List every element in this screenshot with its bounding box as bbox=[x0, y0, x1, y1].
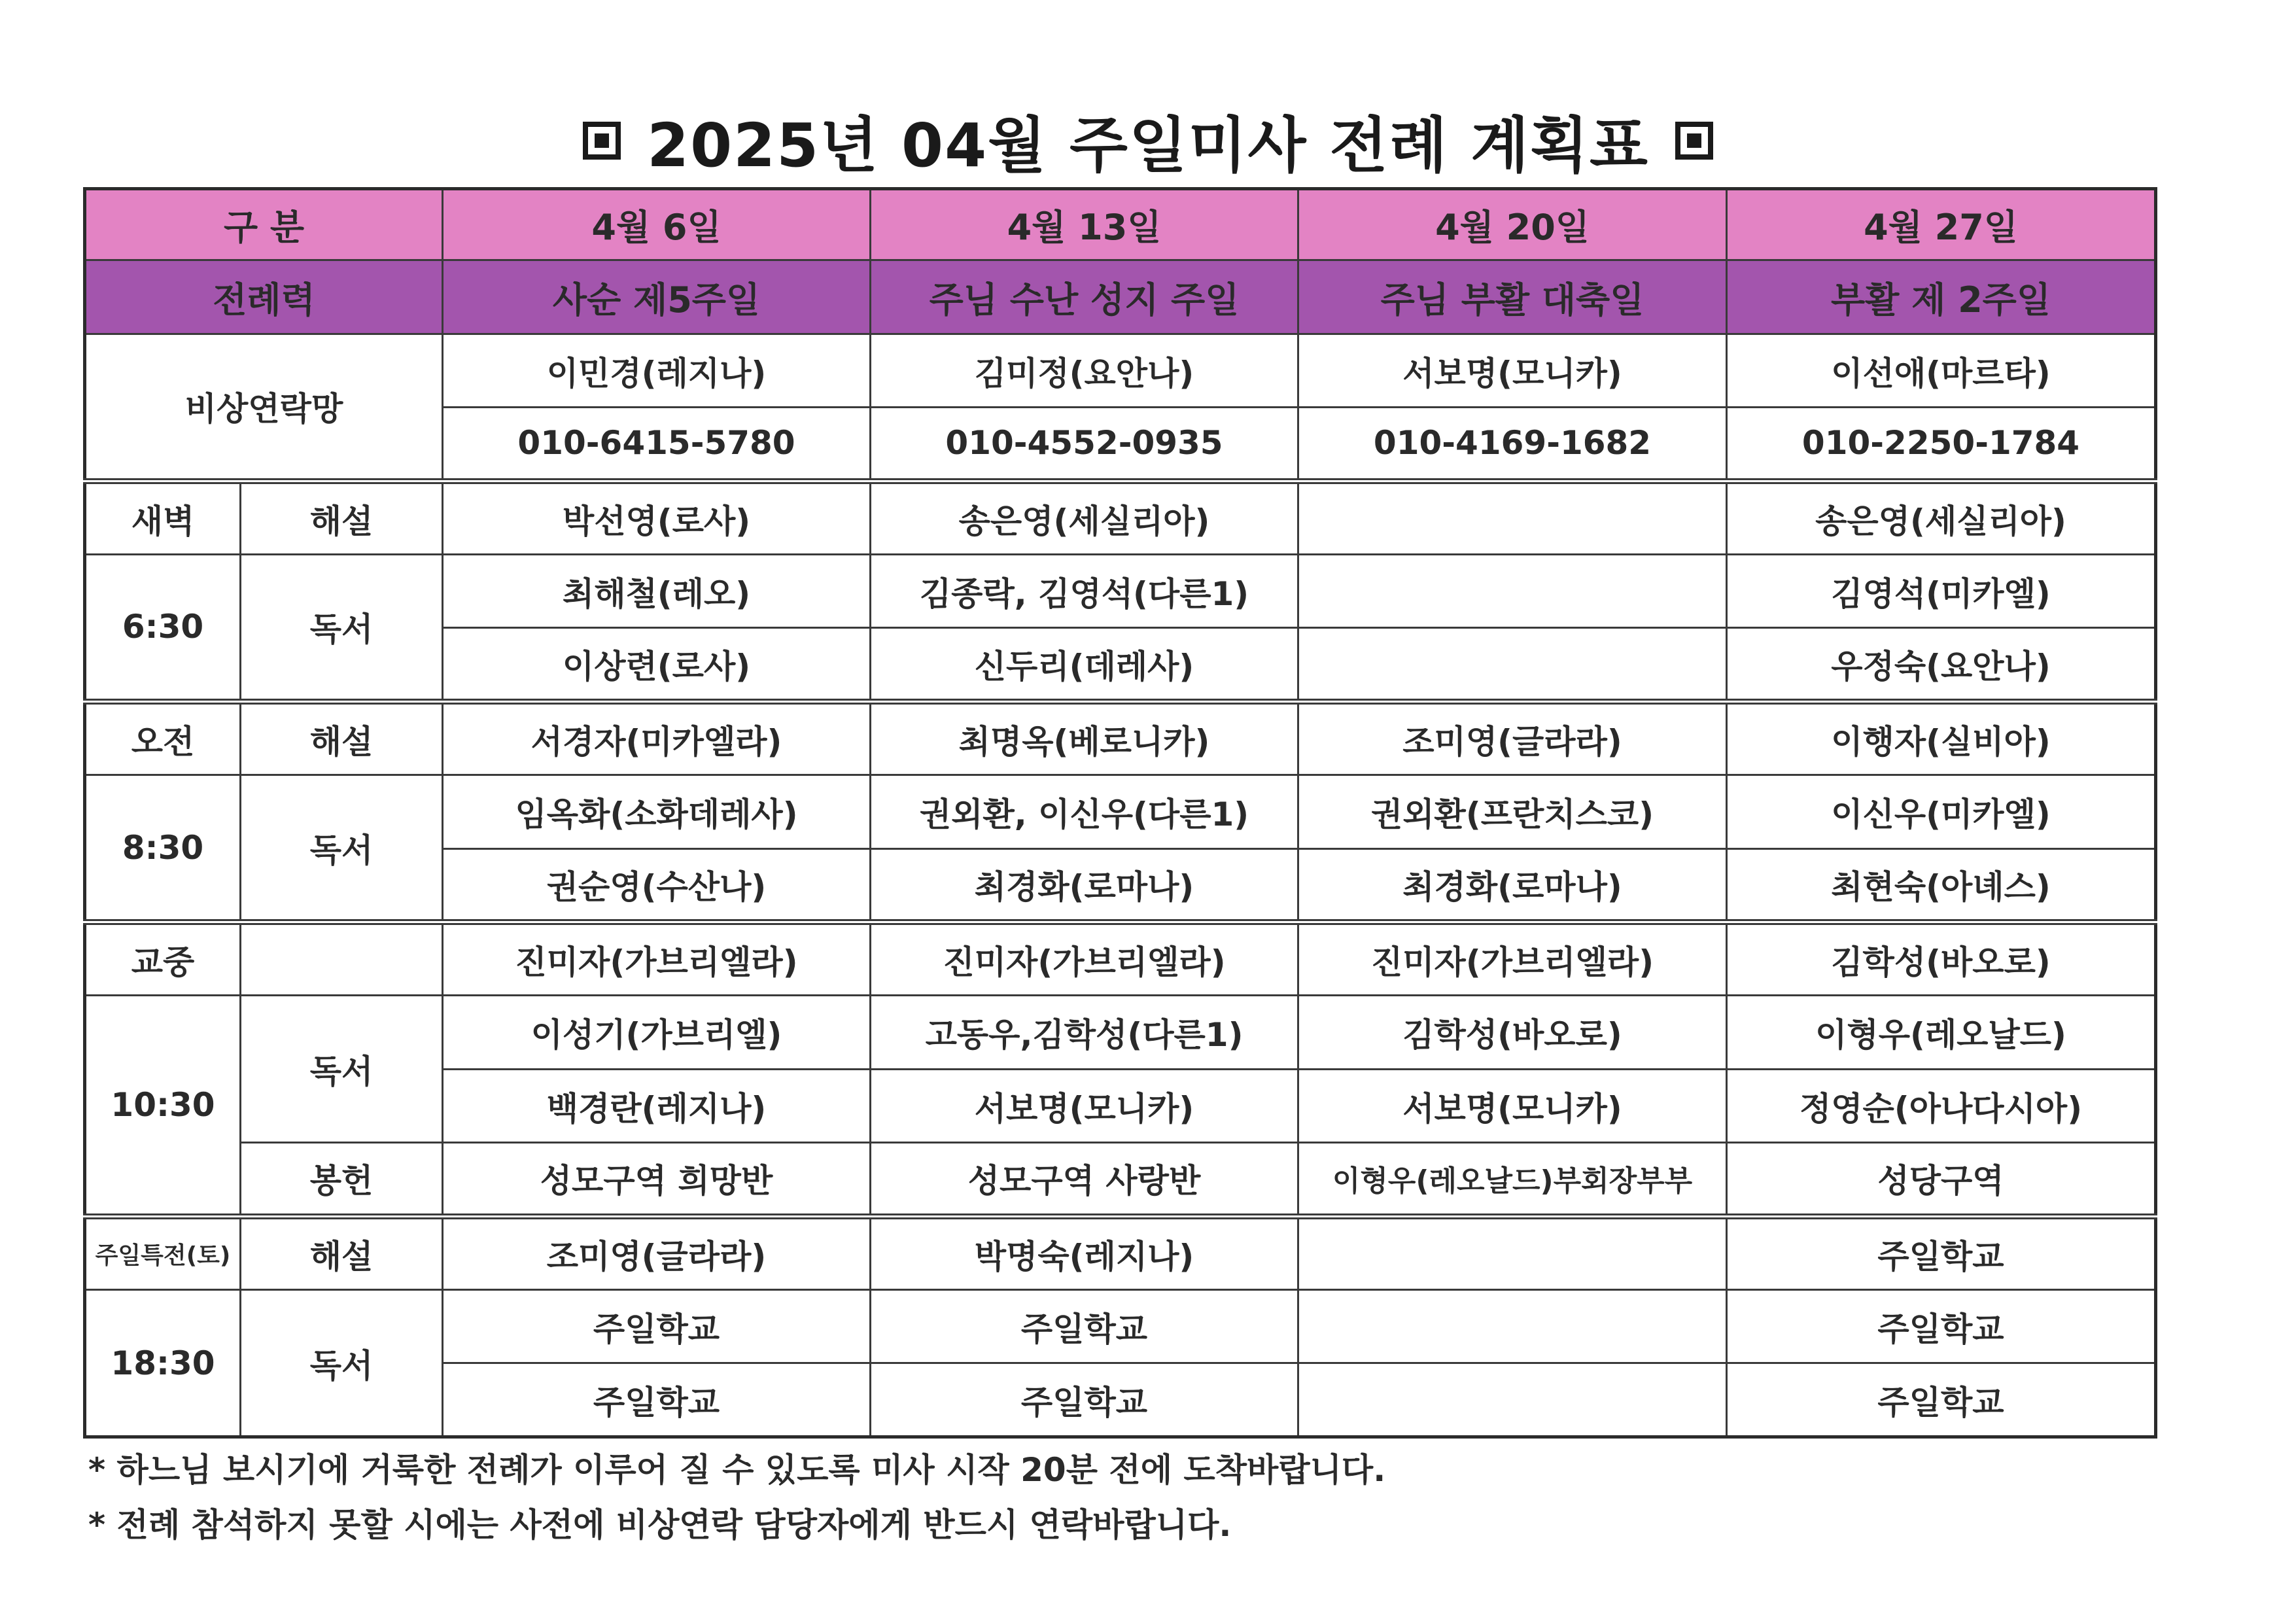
assignee: 권외환(프란치스코) bbox=[1298, 775, 1727, 848]
assignee bbox=[1298, 1290, 1727, 1363]
assignee bbox=[1298, 481, 1727, 554]
emergency-name-row bbox=[85, 334, 2156, 407]
assignee: 조미영(글라라) bbox=[443, 1216, 871, 1289]
assignee: 신두리(데레사) bbox=[871, 628, 1298, 701]
assignee: 김종락, 김영석(다른1) bbox=[871, 555, 1298, 628]
assignee bbox=[1298, 1216, 1727, 1289]
assignee: 최현숙(아녜스) bbox=[1727, 848, 2156, 922]
assignee: 성당구역 bbox=[1727, 1143, 2156, 1216]
assignee: 백경란(레지나) bbox=[443, 1069, 871, 1142]
assignee: 정영순(아나다시아) bbox=[1727, 1069, 2156, 1142]
assignee: 최경화(로마나) bbox=[1298, 848, 1727, 922]
liturgy-row bbox=[85, 260, 2156, 334]
mass-0830-reading1-row bbox=[85, 775, 2156, 848]
assignee: 최경화(로마나) bbox=[871, 848, 1298, 922]
mass-label: 주일특전(토) bbox=[85, 1216, 241, 1289]
square-bullet-icon bbox=[1675, 122, 1713, 160]
assignee: 주일학교 bbox=[871, 1363, 1298, 1437]
assignee: 주일학교 bbox=[1727, 1216, 2156, 1289]
assignee: 권순영(수산나) bbox=[443, 848, 871, 922]
assignee: 주일학교 bbox=[1727, 1363, 2156, 1437]
liturgy-label: 전례력 bbox=[85, 260, 443, 334]
mass-0630-reading1-row bbox=[85, 555, 2156, 628]
mass-1830-reading1-row bbox=[85, 1290, 2156, 1363]
emergency-contact-name: 김미정(요안나) bbox=[871, 334, 1298, 407]
assignee: 박명숙(레지나) bbox=[871, 1216, 1298, 1289]
mass-time: 10:30 bbox=[85, 996, 241, 1216]
page-title bbox=[0, 98, 2296, 183]
assignee: 이형우(레오날드)부회장부부 bbox=[1298, 1143, 1727, 1216]
assignee: 이형우(레오날드) bbox=[1727, 996, 2156, 1069]
assignee: 이신우(미카엘) bbox=[1727, 775, 2156, 848]
footnote: * 전례 참석하지 못할 시에는 사전에 비상연락 담당자에게 반드시 연락바랍니다. bbox=[88, 1506, 1232, 1544]
assignee: 조미영(글라라) bbox=[1298, 701, 1727, 775]
mass-1830-commentary-row bbox=[85, 1216, 2156, 1289]
assignee: 성모구역 희망반 bbox=[443, 1143, 871, 1216]
assignee: 주일학교 bbox=[443, 1363, 871, 1437]
emergency-contact-name: 이민경(레지나) bbox=[443, 334, 871, 407]
role-label: 해설 bbox=[241, 701, 443, 775]
assignee: 성모구역 사랑반 bbox=[871, 1143, 1298, 1216]
role-label: 해설 bbox=[241, 1216, 443, 1289]
assignee: 권외환, 이신우(다른1) bbox=[871, 775, 1298, 848]
emergency-phone: 010-2250-1784 bbox=[1727, 408, 2156, 481]
mass-0630-commentary-row bbox=[85, 481, 2156, 554]
mass-0830-commentary-row bbox=[85, 701, 2156, 775]
mass-1030-reading1-row bbox=[85, 996, 2156, 1069]
role-label: 해설 bbox=[241, 481, 443, 554]
footnote: * 하느님 보시기에 거룩한 전례가 이루어 질 수 있도록 미사 시작 20분 전에 도착바랍니다. bbox=[88, 1451, 1386, 1489]
emergency-phone: 010-4169-1682 bbox=[1298, 408, 1727, 481]
mass-label: 새벽 bbox=[85, 481, 241, 554]
emergency-contact-name: 이선애(마르타) bbox=[1727, 334, 2156, 407]
role-label: 봉헌 bbox=[241, 1143, 443, 1216]
assignee: 이행자(실비아) bbox=[1727, 701, 2156, 775]
liturgy-name: 주님 부활 대축일 bbox=[1298, 260, 1727, 334]
assignee: 진미자(가브리엘라) bbox=[443, 922, 871, 996]
liturgy-name: 부활 제 2주일 bbox=[1727, 260, 2156, 334]
mass-time: 8:30 bbox=[85, 775, 241, 922]
role-label-empty bbox=[241, 922, 443, 996]
assignee: 송은영(세실리아) bbox=[871, 481, 1298, 554]
square-bullet-icon bbox=[583, 122, 621, 160]
role-label: 독서 bbox=[241, 775, 443, 922]
assignee: 주일학교 bbox=[1727, 1290, 2156, 1363]
emergency-phone: 010-4552-0935 bbox=[871, 408, 1298, 481]
assignee: 송은영(세실리아) bbox=[1727, 481, 2156, 554]
assignee: 주일학교 bbox=[871, 1290, 1298, 1363]
assignee: 고동우,김학성(다른1) bbox=[871, 996, 1298, 1069]
mass-label: 교중 bbox=[85, 922, 241, 996]
header-row bbox=[85, 189, 2156, 260]
assignee bbox=[1298, 628, 1727, 701]
assignee bbox=[1298, 1363, 1727, 1437]
assignee: 서경자(미카엘라) bbox=[443, 701, 871, 775]
date-header: 4월 13일 bbox=[871, 189, 1298, 260]
mass-1030-commentary-row bbox=[85, 922, 2156, 996]
mass-label: 오전 bbox=[85, 701, 241, 775]
assignee: 서보명(모니카) bbox=[871, 1069, 1298, 1142]
assignee: 진미자(가브리엘라) bbox=[871, 922, 1298, 996]
assignee: 이상련(로사) bbox=[443, 628, 871, 701]
assignee: 우정숙(요안나) bbox=[1727, 628, 2156, 701]
assignee: 서보명(모니카) bbox=[1298, 1069, 1727, 1142]
emergency-label: 비상연락망 bbox=[85, 334, 443, 481]
assignee: 주일학교 bbox=[443, 1290, 871, 1363]
assignee: 박선영(로사) bbox=[443, 481, 871, 554]
category-header: 구 분 bbox=[85, 189, 443, 260]
liturgy-name: 사순 제5주일 bbox=[443, 260, 871, 334]
footnotes bbox=[88, 1442, 2247, 1552]
assignee: 이성기(가브리엘) bbox=[443, 996, 871, 1069]
role-label: 독서 bbox=[241, 555, 443, 702]
emergency-phone: 010-6415-5780 bbox=[443, 408, 871, 481]
date-header: 4월 27일 bbox=[1727, 189, 2156, 260]
assignee: 김학성(바오로) bbox=[1298, 996, 1727, 1069]
role-label: 독서 bbox=[241, 996, 443, 1143]
mass-time: 6:30 bbox=[85, 555, 241, 702]
assignee bbox=[1298, 555, 1727, 628]
mass-1030-offering-row bbox=[85, 1143, 2156, 1216]
mass-time: 18:30 bbox=[85, 1290, 241, 1437]
emergency-contact-name: 서보명(모니카) bbox=[1298, 334, 1727, 407]
assignee: 최해철(레오) bbox=[443, 555, 871, 628]
date-header: 4월 20일 bbox=[1298, 189, 1727, 260]
assignee: 임옥화(소화데레사) bbox=[443, 775, 871, 848]
schedule-table bbox=[83, 187, 2157, 1439]
assignee: 김학성(바오로) bbox=[1727, 922, 2156, 996]
assignee: 김영석(미카엘) bbox=[1727, 555, 2156, 628]
assignee: 최명옥(베로니카) bbox=[871, 701, 1298, 775]
assignee: 진미자(가브리엘라) bbox=[1298, 922, 1727, 996]
liturgy-name: 주님 수난 성지 주일 bbox=[871, 260, 1298, 334]
date-header: 4월 6일 bbox=[443, 189, 871, 260]
role-label: 독서 bbox=[241, 1290, 443, 1437]
title-text: 2025년 04월 주일미사 전례 계획표 bbox=[647, 111, 1649, 181]
